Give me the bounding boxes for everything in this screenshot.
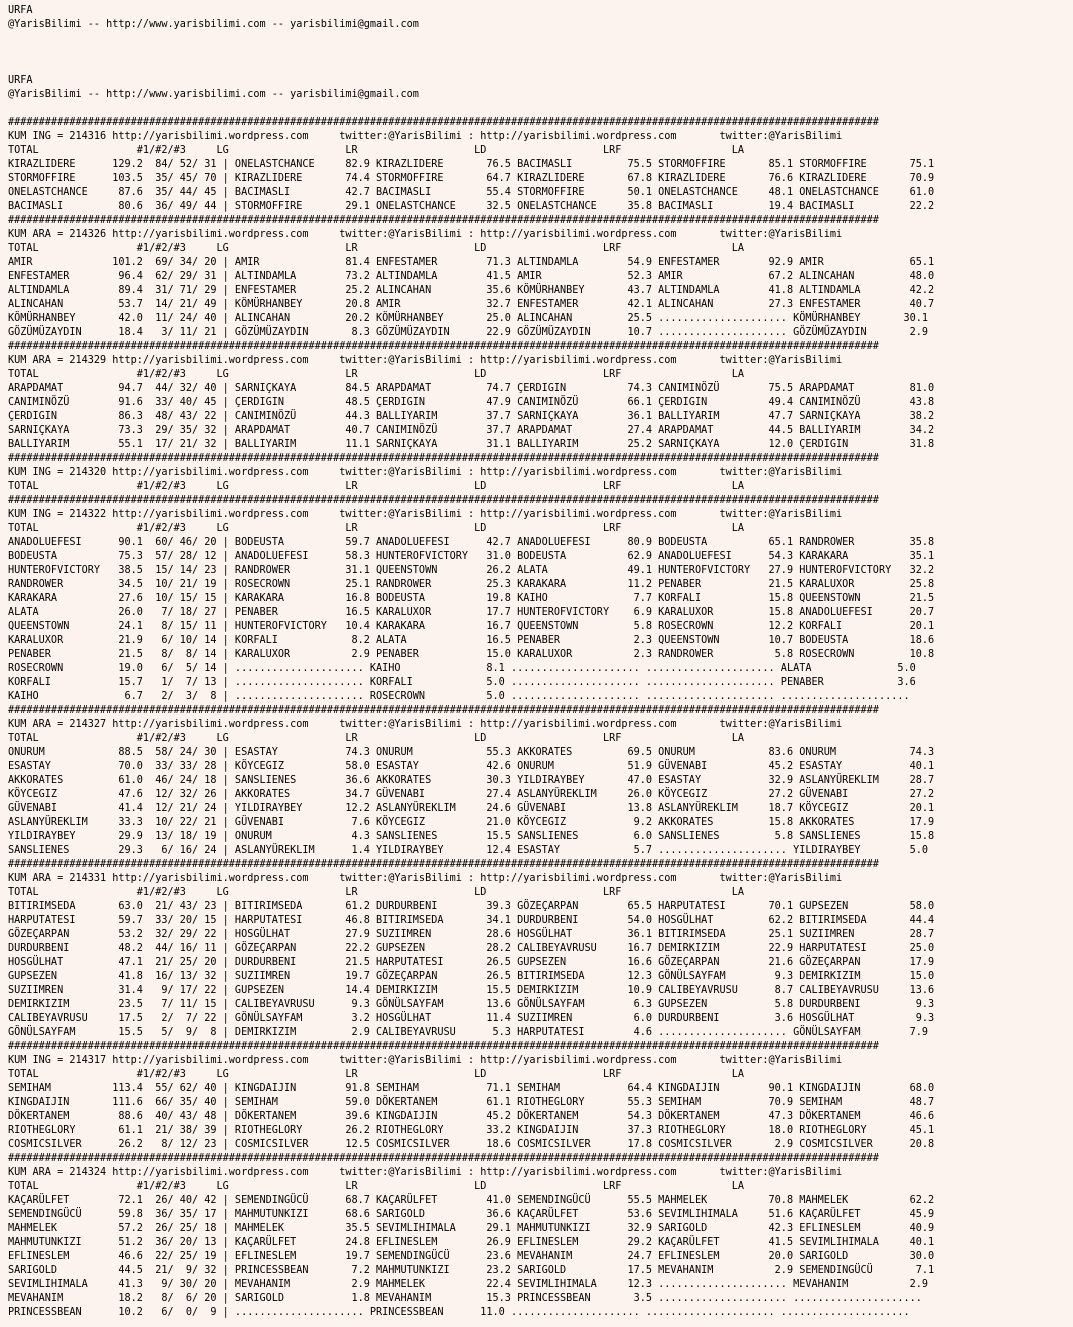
separator-line: ##############################################################################################################################################	[8, 1153, 879, 1164]
result-row: MAHMUTUNKIZI 51.2 36/ 20/ 13 | KAÇARÜLFET 24.8 EFLINESLEM 26.9 EFLINESLEM 29.2 KAÇARÜLFET 41.5 SEVIMLIHIMALA 40.1	[8, 1237, 935, 1248]
result-row: DEMIRKIZIM 23.5 7/ 11/ 15 | CALIBEYAVRUSU 9.3 GÖNÜLSAYFAM 13.6 GÖNÜLSAYFAM 6.3 GUPSEZEN 5.8 DURDURBENI 9.3	[8, 999, 935, 1010]
result-row: ALINCAHAN 53.7 14/ 21/ 49 | KÖMÜRHANBEY 20.8 AMIR 32.7 ENFESTAMER 42.1 ALINCAHAN 27.3 ENFESTAMER 40.7	[8, 299, 935, 310]
result-row: MAHMELEK 57.2 26/ 25/ 18 | MAHMELEK 35.5 SEVIMLIHIMALA 29.1 MAHMUTUNKIZI 32.9 SARIGOLD 42.3 EFLINESLEM 40.9	[8, 1223, 935, 1234]
result-row: ROSECROWN 19.0 6/ 5/ 14 | ..................... KAIHO 8.1 ..................... ..................... ALATA 5.0	[8, 663, 916, 674]
result-row: GUPSEZEN 41.8 16/ 13/ 32 | SUZIIMREN 19.7 GÖZEÇARPAN 26.5 BITIRIMSEDA 12.3 GÖNÜLSAYFAM 9.3 DEMIRKIZIM 15.0	[8, 971, 935, 982]
result-row: STORMOFFIRE 103.5 35/ 45/ 70 | KIRAZLIDERE 74.4 STORMOFFIRE 64.7 KIRAZLIDERE 67.8 KIRAZLIDERE 76.6 KIRAZLIDERE 70.9	[8, 173, 935, 184]
race-header-line: KUM ING = 214317 http://yarisbilimi.wordpress.com twitter:@YarisBilimi : http://yarisbilimi.wordpress.com twitter:@YarisBilimi	[8, 1055, 843, 1066]
column-header-line: TOTAL #1/#2/#3 LG LR LD LRF LA	[8, 887, 745, 898]
result-row: SANSLIENES 29.3 6/ 16/ 24 | ASLANYÜREKLIM 1.4 YILDIRAYBEY 12.4 ESASTAY 5.7 ..................... YILDIRAYBEY 5.0	[8, 845, 929, 856]
result-row: BITIRIMSEDA 63.0 21/ 43/ 23 | BITIRIMSEDA 61.2 DURDURBENI 39.3 GÖZEÇARPAN 65.5 HARPUTATESI 70.1 GUPSEZEN 58.0	[8, 901, 935, 912]
result-row: KIRAZLIDERE 129.2 84/ 52/ 31 | ONELASTCHANCE 82.9 KIRAZLIDERE 76.5 BACIMASLI 75.5 STORMOFFIRE 85.1 STORMOFFIRE 75.1	[8, 159, 935, 170]
result-row: KARALUXOR 21.9 6/ 10/ 14 | KORFALI 8.2 ALATA 16.5 PENABER 2.3 QUEENSTOWN 10.7 BODEUSTA 18.6	[8, 635, 935, 646]
race-header-line: KUM ARA = 214331 http://yarisbilimi.wordpress.com twitter:@YarisBilimi : http://yarisbilimi.wordpress.com twitter:@YarisBilimi	[8, 873, 843, 884]
result-row: GÖZEÇARPAN 53.2 32/ 29/ 22 | HOSGÜLHAT 27.9 SUZIIMREN 28.6 HOSGÜLHAT 36.1 BITIRIMSEDA 25.1 SUZIIMREN 28.7	[8, 929, 935, 940]
city-title: URFA	[8, 75, 33, 86]
column-header-line: TOTAL #1/#2/#3 LG LR LD LRF LA	[8, 523, 745, 534]
separator-line: ##############################################################################################################################################	[8, 705, 879, 716]
result-row: DURDURBENI 48.2 44/ 16/ 11 | GÖZEÇARPAN 22.2 GUPSEZEN 28.2 CALIBEYAVRUSU 16.7 DEMIRKIZIM 22.9 HARPUTATESI 25.0	[8, 943, 935, 954]
race-header-line: KUM ARA = 214324 http://yarisbilimi.wordpress.com twitter:@YarisBilimi : http://yarisbilimi.wordpress.com twitter:@YarisBilimi	[8, 1167, 843, 1178]
result-row: ARAPDAMAT 94.7 44/ 32/ 40 | SARNIÇKAYA 84.5 ARAPDAMAT 74.7 ÇERDIGIN 74.3 CANIMINÖZÜ 75.5 ARAPDAMAT 81.0	[8, 383, 935, 394]
race-header-line: KUM ARA = 214329 http://yarisbilimi.wordpress.com twitter:@YarisBilimi : http://yarisbilimi.wordpress.com twitter:@YarisBilimi	[8, 355, 843, 366]
race-header-line: KUM ING = 214322 http://yarisbilimi.wordpress.com twitter:@YarisBilimi : http://yarisbilimi.wordpress.com twitter:@YarisBilimi	[8, 509, 843, 520]
column-header-line: TOTAL #1/#2/#3 LG LR LD LRF LA	[8, 1069, 745, 1080]
column-header-line: TOTAL #1/#2/#3 LG LR LD LRF LA	[8, 481, 745, 492]
separator-line: ##############################################################################################################################################	[8, 341, 879, 352]
result-row: YILDIRAYBEY 29.9 13/ 18/ 19 | ONURUM 4.3 SANSLIENES 15.5 SANSLIENES 6.0 SANSLIENES 5.8 SANSLIENES 15.8	[8, 831, 935, 842]
result-row: PRINCESSBEAN 10.2 6/ 0/ 9 | ..................... PRINCESSBEAN 11.0 ..................... ..................... .....................	[8, 1307, 910, 1318]
race-header-line: KUM ARA = 214327 http://yarisbilimi.wordpress.com twitter:@YarisBilimi : http://yarisbilimi.wordpress.com twitter:@YarisBilimi	[8, 719, 843, 730]
result-row: KARAKARA 27.6 10/ 15/ 15 | KARAKARA 16.8 BODEUSTA 19.8 KAIHO 7.7 KORFALI 15.8 QUEENSTOWN 21.5	[8, 593, 935, 604]
result-row: KÖMÜRHANBEY 42.0 11/ 24/ 40 | ALINCAHAN 20.2 KÖMÜRHANBEY 25.0 ALINCAHAN 25.5 ..................... KÖMÜRHANBEY 30.1	[8, 313, 929, 324]
result-row: ENFESTAMER 96.4 62/ 29/ 31 | ALTINDAMLA 73.2 ALTINDAMLA 41.5 AMIR 52.3 AMIR 67.2 ALINCAHAN 48.0	[8, 271, 935, 282]
race-header-line: KUM ING = 214320 http://yarisbilimi.wordpress.com twitter:@YarisBilimi : http://yarisbilimi.wordpress.com twitter:@YarisBilimi	[8, 467, 843, 478]
race-header-line: KUM ING = 214316 http://yarisbilimi.wordpress.com twitter:@YarisBilimi : http://yarisbilimi.wordpress.com twitter:@YarisBilimi	[8, 131, 843, 142]
separator-line: ##############################################################################################################################################	[8, 859, 879, 870]
result-row: BODEUSTA 75.3 57/ 28/ 12 | ANADOLUEFESI 58.3 HUNTEROFVICTORY 31.0 BODEUSTA 62.9 ANADOLUEFESI 54.3 KARAKARA 35.1	[8, 551, 935, 562]
result-row: QUEENSTOWN 24.1 8/ 15/ 11 | HUNTEROFVICTORY 10.4 KARAKARA 16.7 QUEENSTOWN 5.8 ROSECROWN 12.2 KORFALI 20.1	[8, 621, 935, 632]
separator-line: ##############################################################################################################################################	[8, 495, 879, 506]
result-row: ASLANYÜREKLIM 33.3 10/ 22/ 21 | GÜVENABI 7.6 KÖYCEGIZ 21.0 KÖYCEGIZ 9.2 AKKORATES 15.8 AKKORATES 17.9	[8, 817, 935, 828]
result-row: BALLIYARIM 55.1 17/ 21/ 32 | BALLIYARIM 11.1 SARNIÇKAYA 31.1 BALLIYARIM 25.2 SARNIÇKAYA 12.0 ÇERDIGIN 31.8	[8, 439, 935, 450]
blank-line	[8, 32, 1073, 46]
result-row: AMIR 101.2 69/ 34/ 20 | AMIR 81.4 ENFESTAMER 71.3 ALTINDAMLA 54.9 ENFESTAMER 92.9 AMIR 65.1	[8, 257, 935, 268]
result-row: GÖZÜMÜZAYDIN 18.4 3/ 11/ 21 | GÖZÜMÜZAYDIN 8.3 GÖZÜMÜZAYDIN 22.9 GÖZÜMÜZAYDIN 10.7 ..................... GÖZÜMÜZAYDIN 2.9	[8, 327, 929, 338]
column-header-line: TOTAL #1/#2/#3 LG LR LD LRF LA	[8, 1181, 745, 1192]
result-row: EFLINESLEM 46.6 22/ 25/ 19 | EFLINESLEM 19.7 SEMENDINGÜCÜ 23.6 MEVAHANIM 24.7 EFLINESLEM 20.0 SARIGOLD 30.0	[8, 1251, 935, 1262]
column-header-line: TOTAL #1/#2/#3 LG LR LD LRF LA	[8, 243, 745, 254]
race-header-line: KUM ARA = 214326 http://yarisbilimi.wordpress.com twitter:@YarisBilimi : http://yarisbilimi.wordpress.com twitter:@YarisBilimi	[8, 229, 843, 240]
blank-line	[8, 60, 1073, 74]
result-row: AKKORATES 61.0 46/ 24/ 18 | SANSLIENES 36.6 AKKORATES 30.3 YILDIRAYBEY 47.0 ESASTAY 32.9 ASLANYÜREKLIM 28.7	[8, 775, 935, 786]
result-row: SEVIMLIHIMALA 41.3 9/ 30/ 20 | MEVAHANIM 2.9 MAHMELEK 22.4 SEVIMLIHIMALA 12.3 ..................... MEVAHANIM 2.9	[8, 1279, 929, 1290]
result-row: KAIHO 6.7 2/ 3/ 8 | ..................... ROSECROWN 5.0 ..................... ..................... .....................	[8, 691, 910, 702]
result-row: ALTINDAMLA 89.4 31/ 71/ 29 | ENFESTAMER 25.2 ALINCAHAN 35.6 KÖMÜRHANBEY 43.7 ALTINDAMLA 41.8 ALTINDAMLA 42.2	[8, 285, 935, 296]
result-row: RIOTHEGLORY 61.1 21/ 38/ 39 | RIOTHEGLORY 26.2 RIOTHEGLORY 33.2 KINGDAIJIN 37.3 RIOTHEGLORY 18.0 RIOTHEGLORY 45.1	[8, 1125, 935, 1136]
result-row: HUNTEROFVICTORY 38.5 15/ 14/ 23 | RANDROWER 31.1 QUEENSTOWN 26.2 ALATA 49.1 HUNTEROFVICTORY 27.9 HUNTEROFVICTORY 32.2	[8, 565, 935, 576]
result-row: SARNIÇKAYA 73.3 29/ 35/ 32 | ARAPDAMAT 40.7 CANIMINÖZÜ 37.7 ARAPDAMAT 27.4 ARAPDAMAT 44.5 BALLIYARIM 34.2	[8, 425, 935, 436]
result-row: PENABER 21.5 8/ 8/ 14 | KARALUXOR 2.9 PENABER 15.0 KARALUXOR 2.3 RANDROWER 5.8 ROSECROWN 10.8	[8, 649, 935, 660]
result-row: KINGDAIJIN 111.6 66/ 35/ 40 | SEMIHAM 59.0 DÖKERTANEM 61.1 RIOTHEGLORY 55.3 SEMIHAM 70.9 SEMIHAM 48.7	[8, 1097, 935, 1108]
result-row: CALIBEYAVRUSU 17.5 2/ 7/ 22 | GÖNÜLSAYFAM 3.2 HOSGÜLHAT 11.4 SUZIIMREN 6.0 DURDURBENI 3.6 HOSGÜLHAT 9.3	[8, 1013, 935, 1024]
result-row: GÜVENABI 41.4 12/ 21/ 24 | YILDIRAYBEY 12.2 ASLANYÜREKLIM 24.6 GÜVENABI 13.8 ASLANYÜREKLIM 18.7 KÖYCEGIZ 20.1	[8, 803, 935, 814]
separator-line: ##############################################################################################################################################	[8, 453, 879, 464]
result-row: KAÇARÜLFET 72.1 26/ 40/ 42 | SEMENDINGÜCÜ 68.7 KAÇARÜLFET 41.0 SEMENDINGÜCÜ 55.5 MAHMELEK 70.8 MAHMELEK 62.2	[8, 1195, 935, 1206]
column-header-line: TOTAL #1/#2/#3 LG LR LD LRF LA	[8, 733, 745, 744]
result-row: GÖNÜLSAYFAM 15.5 5/ 9/ 8 | DEMIRKIZIM 2.9 CALIBEYAVRUSU 5.3 HARPUTATESI 4.6 ..................... GÖNÜLSAYFAM 7.9	[8, 1027, 929, 1038]
result-row: KORFALI 15.7 1/ 7/ 13 | ..................... KORFALI 5.0 ..................... ..................... PENABER 3.6	[8, 677, 916, 688]
blank-line	[8, 102, 1073, 116]
contact-line: @YarisBilimi -- http://www.yarisbilimi.com -- yarisbilimi@gmail.com	[8, 89, 419, 100]
separator-line: ##############################################################################################################################################	[8, 215, 879, 226]
result-row: MEVAHANIM 18.2 8/ 6/ 20 | SARIGOLD 1.8 MEVAHANIM 15.3 PRINCESSBEAN 3.5 ..................... .....................	[8, 1293, 922, 1304]
result-row: HARPUTATESI 59.7 33/ 20/ 15 | HARPUTATESI 46.8 BITIRIMSEDA 34.1 DURDURBENI 54.0 HOSGÜLHAT 62.2 BITIRIMSEDA 44.4	[8, 915, 935, 926]
result-row: RANDROWER 34.5 10/ 21/ 19 | ROSECROWN 25.1 RANDROWER 25.3 KARAKARA 11.2 PENABER 21.5 KARALUXOR 25.8	[8, 579, 935, 590]
result-row: ÇERDIGIN 86.3 48/ 43/ 22 | CANIMINÖZÜ 44.3 BALLIYARIM 37.7 SARNIÇKAYA 36.1 BALLIYARIM 47.7 SARNIÇKAYA 38.2	[8, 411, 935, 422]
result-row: COSMICSILVER 26.2 8/ 12/ 23 | COSMICSILVER 12.5 COSMICSILVER 18.6 COSMICSILVER 17.8 COSMICSILVER 2.9 COSMICSILVER 20.8	[8, 1139, 935, 1150]
result-row: DÖKERTANEM 88.6 40/ 43/ 48 | DÖKERTANEM 39.6 KINGDAIJIN 45.2 DÖKERTANEM 54.3 DÖKERTANEM 47.3 DÖKERTANEM 46.6	[8, 1111, 935, 1122]
contact-line: @YarisBilimi -- http://www.yarisbilimi.com -- yarisbilimi@gmail.com	[8, 19, 419, 30]
result-row: SARIGOLD 44.5 21/ 9/ 32 | PRINCESSBEAN 7.2 MAHMUTUNKIZI 23.2 SARIGOLD 17.5 MEVAHANIM 2.9 SEMENDINGÜCÜ 7.1	[8, 1265, 935, 1276]
separator-line: ##############################################################################################################################################	[8, 117, 879, 128]
result-row: SEMIHAM 113.4 55/ 62/ 40 | KINGDAIJIN 91.8 SEMIHAM 71.1 SEMIHAM 64.4 KINGDAIJIN 90.1 KINGDAIJIN 68.0	[8, 1083, 935, 1094]
result-row: KÖYCEGIZ 47.6 12/ 32/ 26 | AKKORATES 34.7 GÜVENABI 27.4 ASLANYÜREKLIM 26.0 KÖYCEGIZ 27.2 GÜVENABI 27.2	[8, 789, 935, 800]
column-header-line: TOTAL #1/#2/#3 LG LR LD LRF LA	[8, 145, 745, 156]
result-row: HOSGÜLHAT 47.1 21/ 25/ 20 | DURDURBENI 21.5 HARPUTATESI 26.5 GUPSEZEN 16.6 GÖZEÇARPAN 21.6 GÖZEÇARPAN 17.9	[8, 957, 935, 968]
result-row: BACIMASLI 80.6 36/ 49/ 44 | STORMOFFIRE 29.1 ONELASTCHANCE 32.5 ONELASTCHANCE 35.8 BACIMASLI 19.4 BACIMASLI 22.2	[8, 201, 935, 212]
result-row: ONURUM 88.5 58/ 24/ 30 | ESASTAY 74.3 ONURUM 55.3 AKKORATES 69.5 ONURUM 83.6 ONURUM 74.3	[8, 747, 935, 758]
result-row: ONELASTCHANCE 87.6 35/ 44/ 45 | BACIMASLI 42.7 BACIMASLI 55.4 STORMOFFIRE 50.1 ONELASTCHANCE 48.1 ONELASTCHANCE 61.0	[8, 187, 935, 198]
result-row: CANIMINÖZÜ 91.6 33/ 40/ 45 | ÇERDIGIN 48.5 ÇERDIGIN 47.9 CANIMINÖZÜ 66.1 ÇERDIGIN 49.4 CANIMINÖZÜ 43.8	[8, 397, 935, 408]
column-header-line: TOTAL #1/#2/#3 LG LR LD LRF LA	[8, 369, 745, 380]
result-row: ESASTAY 70.0 33/ 33/ 28 | KÖYCEGIZ 58.0 ESASTAY 42.6 ONURUM 51.9 GÜVENABI 45.2 ESASTAY 40.1	[8, 761, 935, 772]
result-row: SEMENDINGÜCÜ 59.8 36/ 35/ 17 | MAHMUTUNKIZI 68.6 SARIGOLD 36.6 KAÇARÜLFET 53.6 SEVIMLIHIMALA 51.6 KAÇARÜLFET 45.9	[8, 1209, 935, 1220]
result-row: SUZIIMREN 31.4 9/ 17/ 22 | GUPSEZEN 14.4 DEMIRKIZIM 15.5 DEMIRKIZIM 10.9 CALIBEYAVRUSU 8.7 CALIBEYAVRUSU 13.6	[8, 985, 935, 996]
result-row: ALATA 26.0 7/ 18/ 27 | PENABER 16.5 KARALUXOR 17.7 HUNTEROFVICTORY 6.9 KARALUXOR 15.8 ANADOLUEFESI 20.7	[8, 607, 935, 618]
separator-line: ##############################################################################################################################################	[8, 1041, 879, 1052]
blank-line	[8, 46, 1073, 60]
city-title: URFA	[8, 5, 33, 16]
result-row: ANADOLUEFESI 90.1 60/ 46/ 20 | BODEUSTA 59.7 ANADOLUEFESI 42.7 ANADOLUEFESI 80.9 BODEUSTA 65.1 RANDROWER 35.8	[8, 537, 935, 548]
